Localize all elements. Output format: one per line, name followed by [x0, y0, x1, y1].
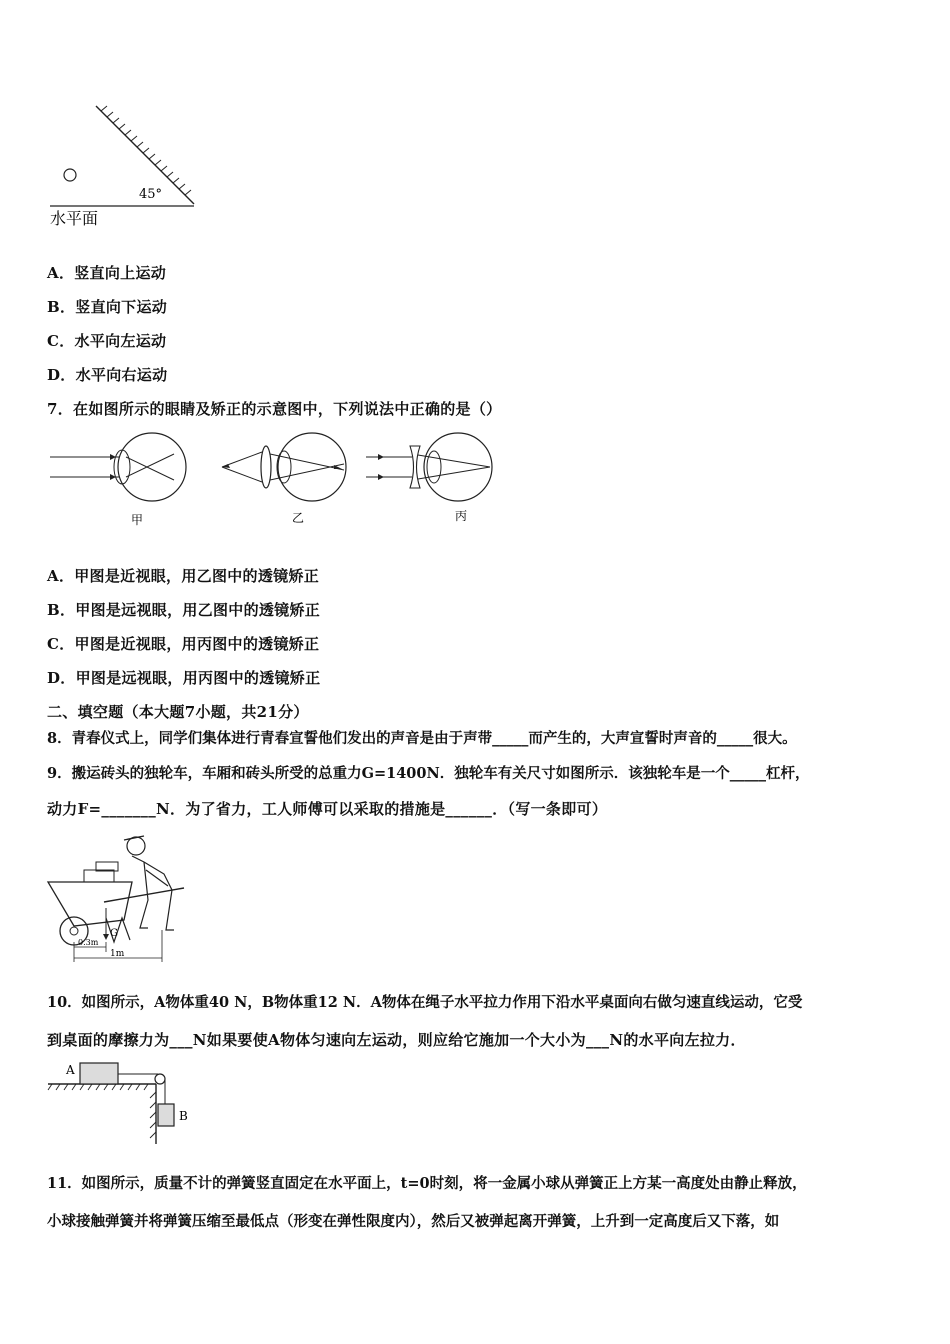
pulley-wheel: [155, 1074, 165, 1084]
q11-line-2: 小球接触弹簧并将弹簧压缩至最低点（形变在弹性限度内），然后又被弹起离开弹簧，上升到一定高度后又下落，如: [47, 1213, 780, 1230]
eye-yi: [222, 433, 346, 501]
section-title: 二、填空题（本大题7小题，共21分）: [47, 703, 309, 721]
q7-option-a: A．甲图是近视眼，用乙图中的透镜矫正: [47, 567, 320, 585]
ground-label: 水平面: [50, 209, 99, 228]
eye-jia: [50, 433, 186, 501]
q7-option-c: C．甲图是近视眼，用丙图中的透镜矫正: [47, 635, 320, 653]
q7-option-b: B．甲图是远视眼，用乙图中的透镜矫正: [47, 601, 321, 619]
q7-stem: 7．在如图所示的眼睛及矫正的示意图中，下列说法中正确的是（）: [47, 400, 502, 418]
pulley-figure: [44, 1058, 204, 1148]
eye-bing: [366, 433, 492, 501]
angle-label: 45°: [139, 187, 163, 202]
label-jia: 甲: [131, 513, 144, 527]
gravity-label: G: [110, 928, 118, 939]
dim-label-long: 1m: [110, 949, 125, 959]
block-a: [80, 1063, 118, 1084]
label-bing: 丙: [455, 509, 468, 523]
q6-option-a: A．竖直向上运动: [47, 264, 167, 282]
ball: [64, 169, 76, 181]
q8-text: 8．青春仪式上，同学们集体进行青春宣誓他们发出的声音是由于声带_____而产生的，大声宣誓时声音的_____很大。: [47, 730, 797, 747]
eye-figure: [44, 430, 504, 530]
q10-line-2: 到桌面的摩擦力为___N如果要使A物体匀速向左运动，则应给它施加一个大小为___N的水平向左拉力．: [47, 1031, 746, 1049]
q7-option-d: D．甲图是远视眼，用丙图中的透镜矫正: [47, 669, 321, 687]
block-b: [158, 1104, 174, 1126]
wheelbarrow-figure: [44, 830, 194, 962]
q6-option-b: B．竖直向下运动: [47, 298, 168, 316]
q9-line-1: 9．搬运砖头的独轮车，车厢和砖头所受的总重力G=1400N．独轮车有关尺寸如图所示．该独轮车是一个_____杠杆，: [47, 765, 810, 782]
q6-option-d: D．水平向右运动: [47, 366, 168, 384]
mirror-figure: [44, 98, 204, 233]
label-yi: 乙: [292, 511, 305, 525]
q10-line-1: 10．如图所示，A物体重40 N，B物体重12 N．A物体在绳子水平拉力作用下沿水平桌面向右做匀速直线运动，它受: [47, 994, 803, 1011]
block-a-label: A: [66, 1063, 75, 1077]
q6-option-c: C．水平向左运动: [47, 332, 167, 350]
dim-label-short: 0.3m: [78, 938, 99, 947]
q11-line-1: 11．如图所示，质量不计的弹簧竖直固定在水平面上，t=0时刻，将一金属小球从弹簧正上方某一高度处由静止释放，: [47, 1175, 807, 1192]
q9-line-2: 动力F=_______N．为了省力，工人师傅可以采取的措施是______．（写一条即可）: [47, 800, 608, 818]
block-b-label: B: [179, 1109, 188, 1123]
